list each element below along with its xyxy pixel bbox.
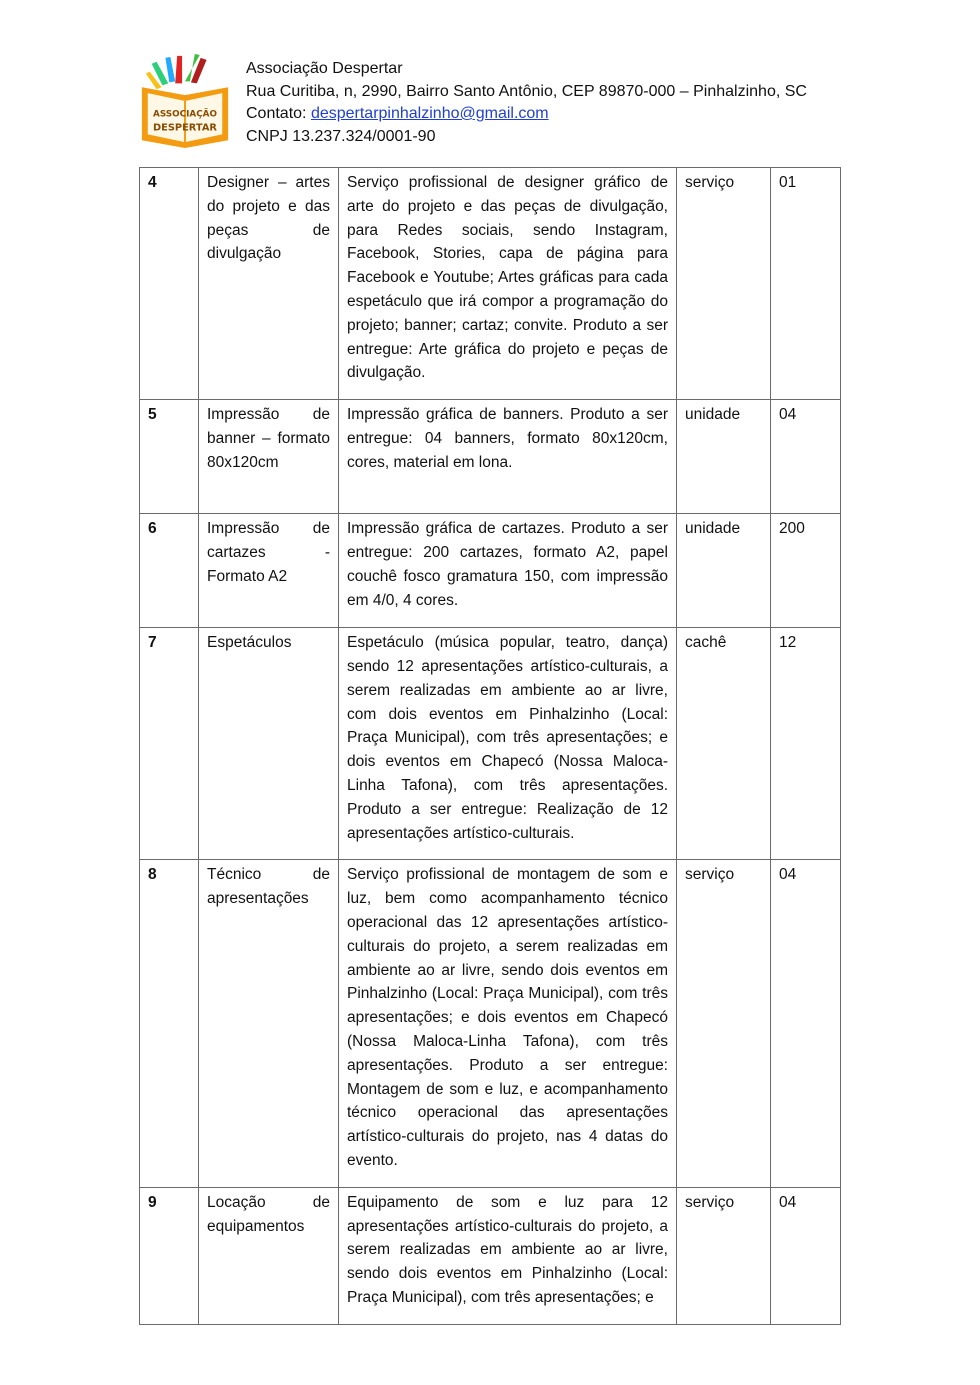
item-number: 5: [140, 400, 199, 514]
item-number: 7: [140, 628, 199, 860]
org-contact: [246, 103, 807, 126]
table-row: [140, 628, 841, 860]
item-name: Locação de equipamentos: [199, 1187, 339, 1324]
org-cnpj: CNPJ 13.237.324/0001-90: [246, 127, 436, 145]
item-unit: unidade: [677, 514, 771, 628]
item-number: 8: [140, 860, 199, 1187]
item-unit: unidade: [677, 400, 771, 514]
contact-email-link[interactable]: despertarpinhalzinho@gmail.com: [310, 105, 549, 122]
item-name: Impressão de cartazes - Formato A2: [199, 514, 339, 628]
table-row: [140, 1187, 841, 1324]
org-name: Associação Despertar: [246, 60, 403, 77]
item-name: Espetáculos: [199, 628, 339, 860]
item-name: Designer – artes do projeto e das peças de divulgação: [199, 168, 339, 400]
item-name: Impressão de banner – formato 80x120cm: [199, 400, 339, 514]
item-description: Equipamento de som e luz para 12 apresentações artístico-culturais do projeto, a serem realizadas em ambiente ao ar livre, sendo dois eventos em Pinhalzinho (Local: Praça Municipal), com três apresentações; e: [339, 1187, 677, 1324]
item-description: Espetáculo (música popular, teatro, dança) sendo 12 apresentações artístico-culturais, a serem realizadas em ambiente ao ar livre, com dois eventos em Pinhalzinho (Local: Praça Municipal), com três apresentações; e dois eventos em Chapecó (Nossa Maloca-Linha Tafona), com três apresentações. Produto a ser entregue: Realização de 12 apresentações artístico-culturais.: [339, 628, 677, 860]
item-quantity: 200: [771, 514, 841, 628]
table-row: [140, 168, 841, 400]
table-row: [140, 400, 841, 514]
item-number: 6: [140, 514, 199, 628]
item-description: Serviço profissional de designer gráfico de arte do projeto e das peças de divulgação, para Redes sociais, sendo Instagram, Facebook, Stories, capa de página para Facebook e Youtube; Artes gráficas para cada espetáculo que irá compor a programação do projeto; banner; cartaz; convite. Produto a ser entregue: Arte gráfica do projeto e peças de divulgação.: [339, 168, 677, 400]
letterhead: [136, 52, 856, 162]
item-description: Impressão gráfica de banners. Produto a ser entregue: 04 banners, formato 80x120cm, cores, material em lona.: [339, 400, 677, 514]
item-unit: serviço: [677, 860, 771, 1187]
item-unit: cachê: [677, 628, 771, 860]
item-name: Técnico de apresentações: [199, 860, 339, 1187]
items-table: [139, 167, 841, 1325]
item-quantity: 01: [771, 168, 841, 400]
table-row: [140, 860, 841, 1187]
item-number: 9: [140, 1187, 199, 1324]
item-description: Impressão gráfica de cartazes. Produto a ser entregue: 200 cartazes, formato A2, papel couchê fosco gramatura 150, com impressão em 4/0, 4 cores.: [339, 514, 677, 628]
item-number: 4: [140, 168, 199, 400]
association-logo: [136, 52, 234, 150]
item-description: Serviço profissional de montagem de som e luz, bem como acompanhamento técnico operacional das 12 apresentações artístico-culturais do projeto, a serem realizadas em ambiente ao ar livre, sendo dois eventos em Pinhalzinho (Local: Praça Municipal), com três apresentações; e dois eventos em Chapecó (Nossa Maloca-Linha Tafona), com três apresentações. Produto a ser entregue: Montagem de som e luz, e acompanhamento técnico operacional das apresentações artístico-culturais do projeto, nas 4 datas do evento.: [339, 860, 677, 1187]
item-unit: serviço: [677, 168, 771, 400]
item-quantity: 04: [771, 400, 841, 514]
svg-text:DESPERTAR: DESPERTAR: [153, 122, 217, 134]
org-address: Rua Curitiba, n, 2990, Bairro Santo Antônio, CEP 89870-000 – Pinhalzinho, SC: [246, 82, 807, 100]
contact-label: Contato:: [246, 105, 311, 122]
letterhead-text: [246, 58, 807, 148]
svg-text:ASSOCIAÇÃO: ASSOCIAÇÃO: [153, 109, 217, 120]
item-quantity: 12: [771, 628, 841, 860]
item-quantity: 04: [771, 860, 841, 1187]
item-unit: serviço: [677, 1187, 771, 1324]
item-quantity: 04: [771, 1187, 841, 1324]
table-row: [140, 514, 841, 628]
